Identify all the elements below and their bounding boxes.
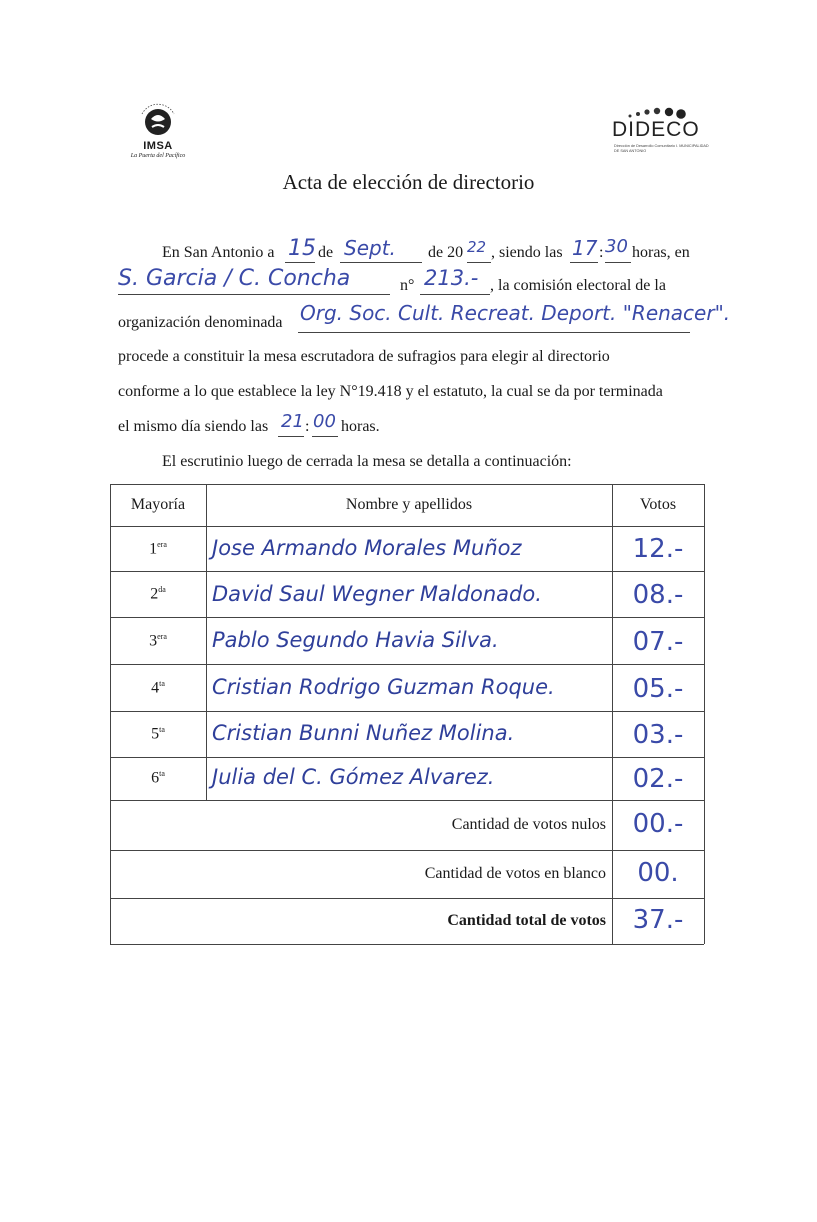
- table-row-votes: 05.-: [632, 674, 684, 704]
- table-row-votes: 08.-: [632, 580, 684, 610]
- handwritten-org-name: Org. Soc. Cult. Recreat. Deport. "Renacer".: [300, 301, 731, 325]
- null-votes-label: Cantidad de votos nulos: [451, 816, 606, 833]
- text-organizacion: organización denominada: [118, 314, 283, 331]
- text-escrutinio: El escrutinio luego de cerrada la mesa se detalla a continuación:: [162, 453, 572, 470]
- text-siendo: , siendo las: [491, 244, 563, 261]
- handwritten-month: Sept.: [344, 236, 396, 260]
- text-horas-en: horas, en: [632, 244, 690, 261]
- imsa-seal-icon: [136, 100, 180, 140]
- text-colon-2: :: [305, 418, 310, 435]
- imsa-tagline: La Puerta del Pacífico: [130, 153, 186, 159]
- handwritten-day: 15: [288, 236, 316, 261]
- text-city: En San Antonio a: [162, 244, 275, 261]
- header-votes: Votos: [639, 496, 677, 513]
- table-row-rank: $3^{era}$: [149, 632, 167, 650]
- table-row-name: Julia del C. Gómez Alvarez.: [212, 765, 495, 789]
- dideco-subtitle: Dirección de Desarrollo Comunitario I. MUNICIPALIDAD DE SAN ANTONIO: [614, 144, 709, 153]
- text-conforme: conforme a lo que establece la ley N°19.418 y el estatuto, la cual se da por terminada: [118, 383, 663, 400]
- text-num-label: n°: [400, 277, 415, 294]
- text-mismo-dia: el mismo día siendo las: [118, 418, 269, 435]
- results-table: [110, 484, 704, 944]
- table-row-rank: $6^{ta}$: [151, 769, 165, 787]
- blank-votes-label: Cantidad de votos en blanco: [424, 865, 606, 882]
- table-row-name: Cristian Rodrigo Guzman Roque.: [212, 675, 555, 699]
- imsa-brand: IMSA: [143, 140, 173, 152]
- table-row-name: Cristian Bunni Nuñez Molina.: [212, 721, 515, 745]
- handwritten-start-hour: 17: [572, 236, 598, 260]
- handwritten-number: 213.-: [424, 266, 479, 290]
- handwritten-end-min: 00: [313, 411, 336, 432]
- table-row-rank: $5^{ta}$: [151, 725, 165, 743]
- handwritten-address: S. Garcia / C. Concha: [118, 266, 351, 291]
- handwritten-end-hour: 21: [281, 411, 304, 432]
- dideco-brand: DIDECO: [612, 118, 700, 141]
- blank-votes-value: 00.: [637, 858, 679, 888]
- text-de: de: [318, 244, 334, 261]
- header-rank: Mayoría: [130, 496, 186, 513]
- text-colon: :: [599, 244, 604, 261]
- table-row-votes: 03.-: [632, 720, 684, 750]
- table-row-votes: 07.-: [632, 627, 684, 657]
- table-row-votes: 02.-: [632, 764, 684, 794]
- table-row-name: David Saul Wegner Maldonado.: [212, 582, 542, 606]
- dideco-logo: [612, 106, 708, 158]
- text-procede: procede a constituir la mesa escrutadora de sufragios para elegir al directorio: [118, 348, 610, 365]
- handwritten-start-min: 30: [605, 236, 628, 257]
- header-name: Nombre y apellidos: [345, 496, 473, 513]
- total-votes-value: 37.-: [632, 905, 684, 935]
- table-row-name: Pablo Segundo Havia Silva.: [212, 628, 499, 652]
- table-row-votes: 12.-: [632, 534, 684, 564]
- total-votes-label: Cantidad total de votos: [447, 912, 606, 929]
- table-row-rank: $2^{da}$: [150, 585, 166, 603]
- table-row-rank: $1^{era}$: [149, 540, 167, 558]
- table-row-rank: $4^{ta}$: [151, 679, 165, 697]
- null-votes-value: 00.-: [632, 809, 684, 839]
- text-year-prefix: de 20: [428, 244, 464, 261]
- table-row-name: Jose Armando Morales Muñoz: [212, 536, 522, 560]
- imsa-logo: [118, 100, 196, 166]
- page-title: Acta de elección de directorio: [282, 170, 535, 194]
- text-comision: , la comisión electoral de la: [490, 277, 666, 294]
- handwritten-year: 22: [467, 238, 487, 256]
- text-horas: horas.: [341, 418, 380, 435]
